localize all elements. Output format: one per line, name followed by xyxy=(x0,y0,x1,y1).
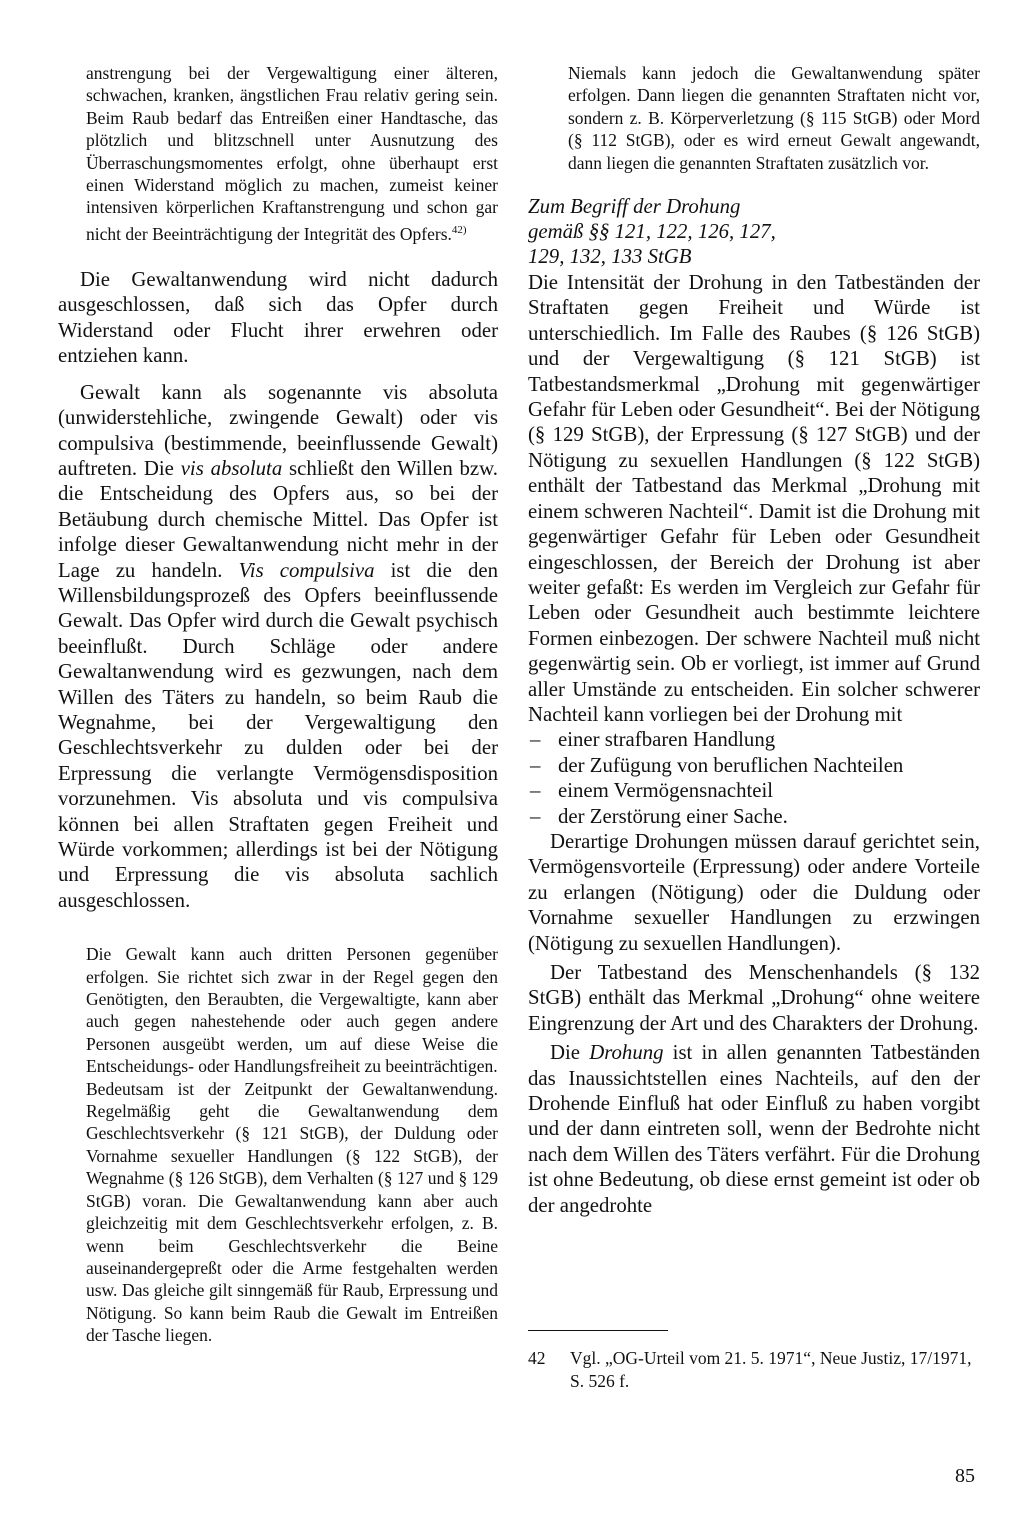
paragraph-never-later: Niemals kann jedoch die Gewaltanwendung später erfolgen. Dann liegen die genannten Straftaten nicht vor, sondern z. B. Körperverletzung (§ 115 StGB) oder Mord (§ 112 StGB), oder es wird erneut Gewalt angewandt, dann liegen die genannten Straftaten zusätzlich vor. xyxy=(568,63,980,173)
paragraph-strength: anstrengung bei der Vergewaltigung einer älteren, schwachen, kranken, ängstlichen Frau relativ gering sein. Beim Raub bedarf das Entreißen einer Handtasche, das plötzlich und blitzschnell unter Ausnutzung des Überraschungsmomentes erfolgt, ohne überhaupt erst einen Widerstand möglich zu machen, zumeist keiner intensiven körperlichen Kraftanstrengung und schon gar nicht der Beeinträchtigung der Integrität des Opfers.$^{42)}$ xyxy=(86,63,498,244)
footnote xyxy=(528,1347,980,1393)
list-item: – einer strafbaren Handlung xyxy=(528,727,980,752)
paragraph-resistance: Die Gewaltanwendung wird nicht dadurch ausgeschlossen, daß sich das Opfer durch Widerstand oder Flucht ihrer erwehren oder entziehen kann. xyxy=(58,268,498,368)
right-column xyxy=(528,62,980,1218)
footnote-divider xyxy=(528,1330,668,1331)
paragraph-human-trafficking: Der Tatbestand des Menschenhandels (§ 132 StGB) enthält das Merkmal „Drohung“ ohne weitere Eingrenzung der Art und des Charakters der Drohung. xyxy=(528,961,980,1035)
list-item: – der Zerstörung einer Sache. xyxy=(528,804,980,829)
left-column xyxy=(58,62,498,1347)
section-heading: Zum Begriff der Drohung gemäß §§ 121, 122, 126, 127, 129, 132, 133 StGB xyxy=(528,195,776,269)
list-item: – der Zufügung von beruflichen Nachteilen xyxy=(528,753,980,778)
footnote-reference: 42) xyxy=(451,223,467,236)
paragraph-threat-aims: Derartige Drohungen müssen darauf gerichtet sein, Vermögensvorteile (Erpressung) oder andere Vorteile zu erlangen (Nötigung) oder die Duldung oder Vornahme sexueller Handlungen zu erzwingen (Nötigung zu sexuellen Handlungen). xyxy=(528,829,980,955)
threat-list xyxy=(528,727,980,829)
paragraph-third-persons: Die Gewalt kann auch dritten Personen gegenüber erfolgen. Sie richtet sich zwar in der Regel gegen den Genötigten, den Beraubten, die Vergewaltigte, kann aber auch gegen nahestehende oder auch gegen andere Personen ausgeübt werden, um auf diese Weise die Entscheidungs- oder Handlungsfreiheit zu beeinträchtigen. xyxy=(86,944,498,1077)
paragraph-threat-definition: Die Drohung ist in allen genannten Tatbeständen das Inaussichtstellen eines Nachteils, auf den der Drohende Einfluß hat oder Einfluß zu haben vorgibt und der dann eintreten soll, wenn der Bedrohte nicht nach dem Willen des Täters verfährt. Für die Drohung ist ohne Bedeutung, ob diese ernst gemeint ist oder ob der angedrohte xyxy=(528,1041,980,1217)
list-item: – einem Vermögensnachteil xyxy=(528,778,980,803)
paragraph-threat-intensity: Die Intensität der Drohung in den Tatbeständen der Straftaten gegen Freiheit und Würde ist unterschiedlich. Im Falle des Raubes (§ 126 StGB) und der Vergewaltigung (§ 121 StGB) ist Tatbestandsmerkmal „Drohung mit gegenwärtiger Gefahr für Leben oder Gesundheit“. Bei der Nötigung (§ 129 StGB), der Erpressung (§ 127 StGB) und der Nötigung zu sexuellen Handlungen (§ 122 StGB) enthält der Tatbestand das Merkmal „Drohung mit einem schweren Nachteil“. Damit ist die Drohung mit gegenwärtiger Gefahr für Leben oder Gesundheit eingeschlossen, der Bereich der Drohung ist aber weiter gefaßt: Es werden im Vergleich zur Gefahr für Leben oder Gesundheit auch bestimmte leichtere Formen einbezogen. Der schwere Nachteil muß nicht gegenwärtig sein. Ob er vorliegt, ist immer auf Grund aller Umstände zu entscheiden. Ein solcher schwerer Nachteil kann vorliegen bei der Drohung mit xyxy=(528,271,980,726)
footnote-text: Vgl. „OG-Urteil vom 21. 5. 1971“, Neue Justiz, 17/1971, S. 526 f. xyxy=(570,1348,972,1391)
page-number: 85 xyxy=(955,1465,975,1487)
paragraph-timing: Bedeutsam ist der Zeitpunkt der Gewaltanwendung. Regelmäßig geht die Gewaltanwendung dem Geschlechtsverkehr (§ 121 StGB), der Duldung oder Vornahme sexueller Handlungen (§ 122 StGB), der Wegnahme (§ 126 StGB), dem Verhalten (§ 127 und § 129 StGB) voran. Die Gewaltanwendung kann aber auch gleichzeitig mit dem Geschlechtsverkehr erfolgen, z. B. wenn beim Geschlechtsverkehr die Beine auseinandergepreßt oder die Arme festgehalten werden usw. Das gleiche gilt sinngemäß für Raub, Erpressung und Nötigung. So kann beim Raub die Gewalt im Entreißen der Tasche liegen. xyxy=(86,1078,498,1346)
paragraph-vis-absoluta-compulsiva: Gewalt kann als sogenannte vis absoluta (unwiderstehliche, zwingende Gewalt) oder vis compulsiva (bestimmende, beeinflussende Gewalt) auftreten. Die vis absoluta schließt den Willen bzw. die Entscheidung des Opfers aus, so bei der Betäubung durch chemische Mittel. Das Opfer ist infolge dieser Gewaltanwendung nicht mehr in der Lage zu handeln. Vis compulsiva ist die den Willensbildungsprozeß des Opfers beeinflussende Gewalt. Das Opfer wird durch die Gewalt psychisch beeinflußt. Durch Schläge oder andere Gewaltanwendung wird es gezwungen, nach dem Willen des Täters zu handeln, so beim Raub die Wegnahme, bei der Vergewaltigung den Geschlechtsverkehr zu dulden oder bei der Erpressung die verlangte Vermögensdisposition vorzunehmen. Vis absoluta und vis compulsiva können bei allen Straftaten gegen Freiheit und Würde vorkommen; allerdings ist bei der Nötigung und Erpressung die vis absoluta sachlich ausgeschlossen. xyxy=(58,380,498,912)
footnote-number: 42 xyxy=(528,1348,546,1368)
